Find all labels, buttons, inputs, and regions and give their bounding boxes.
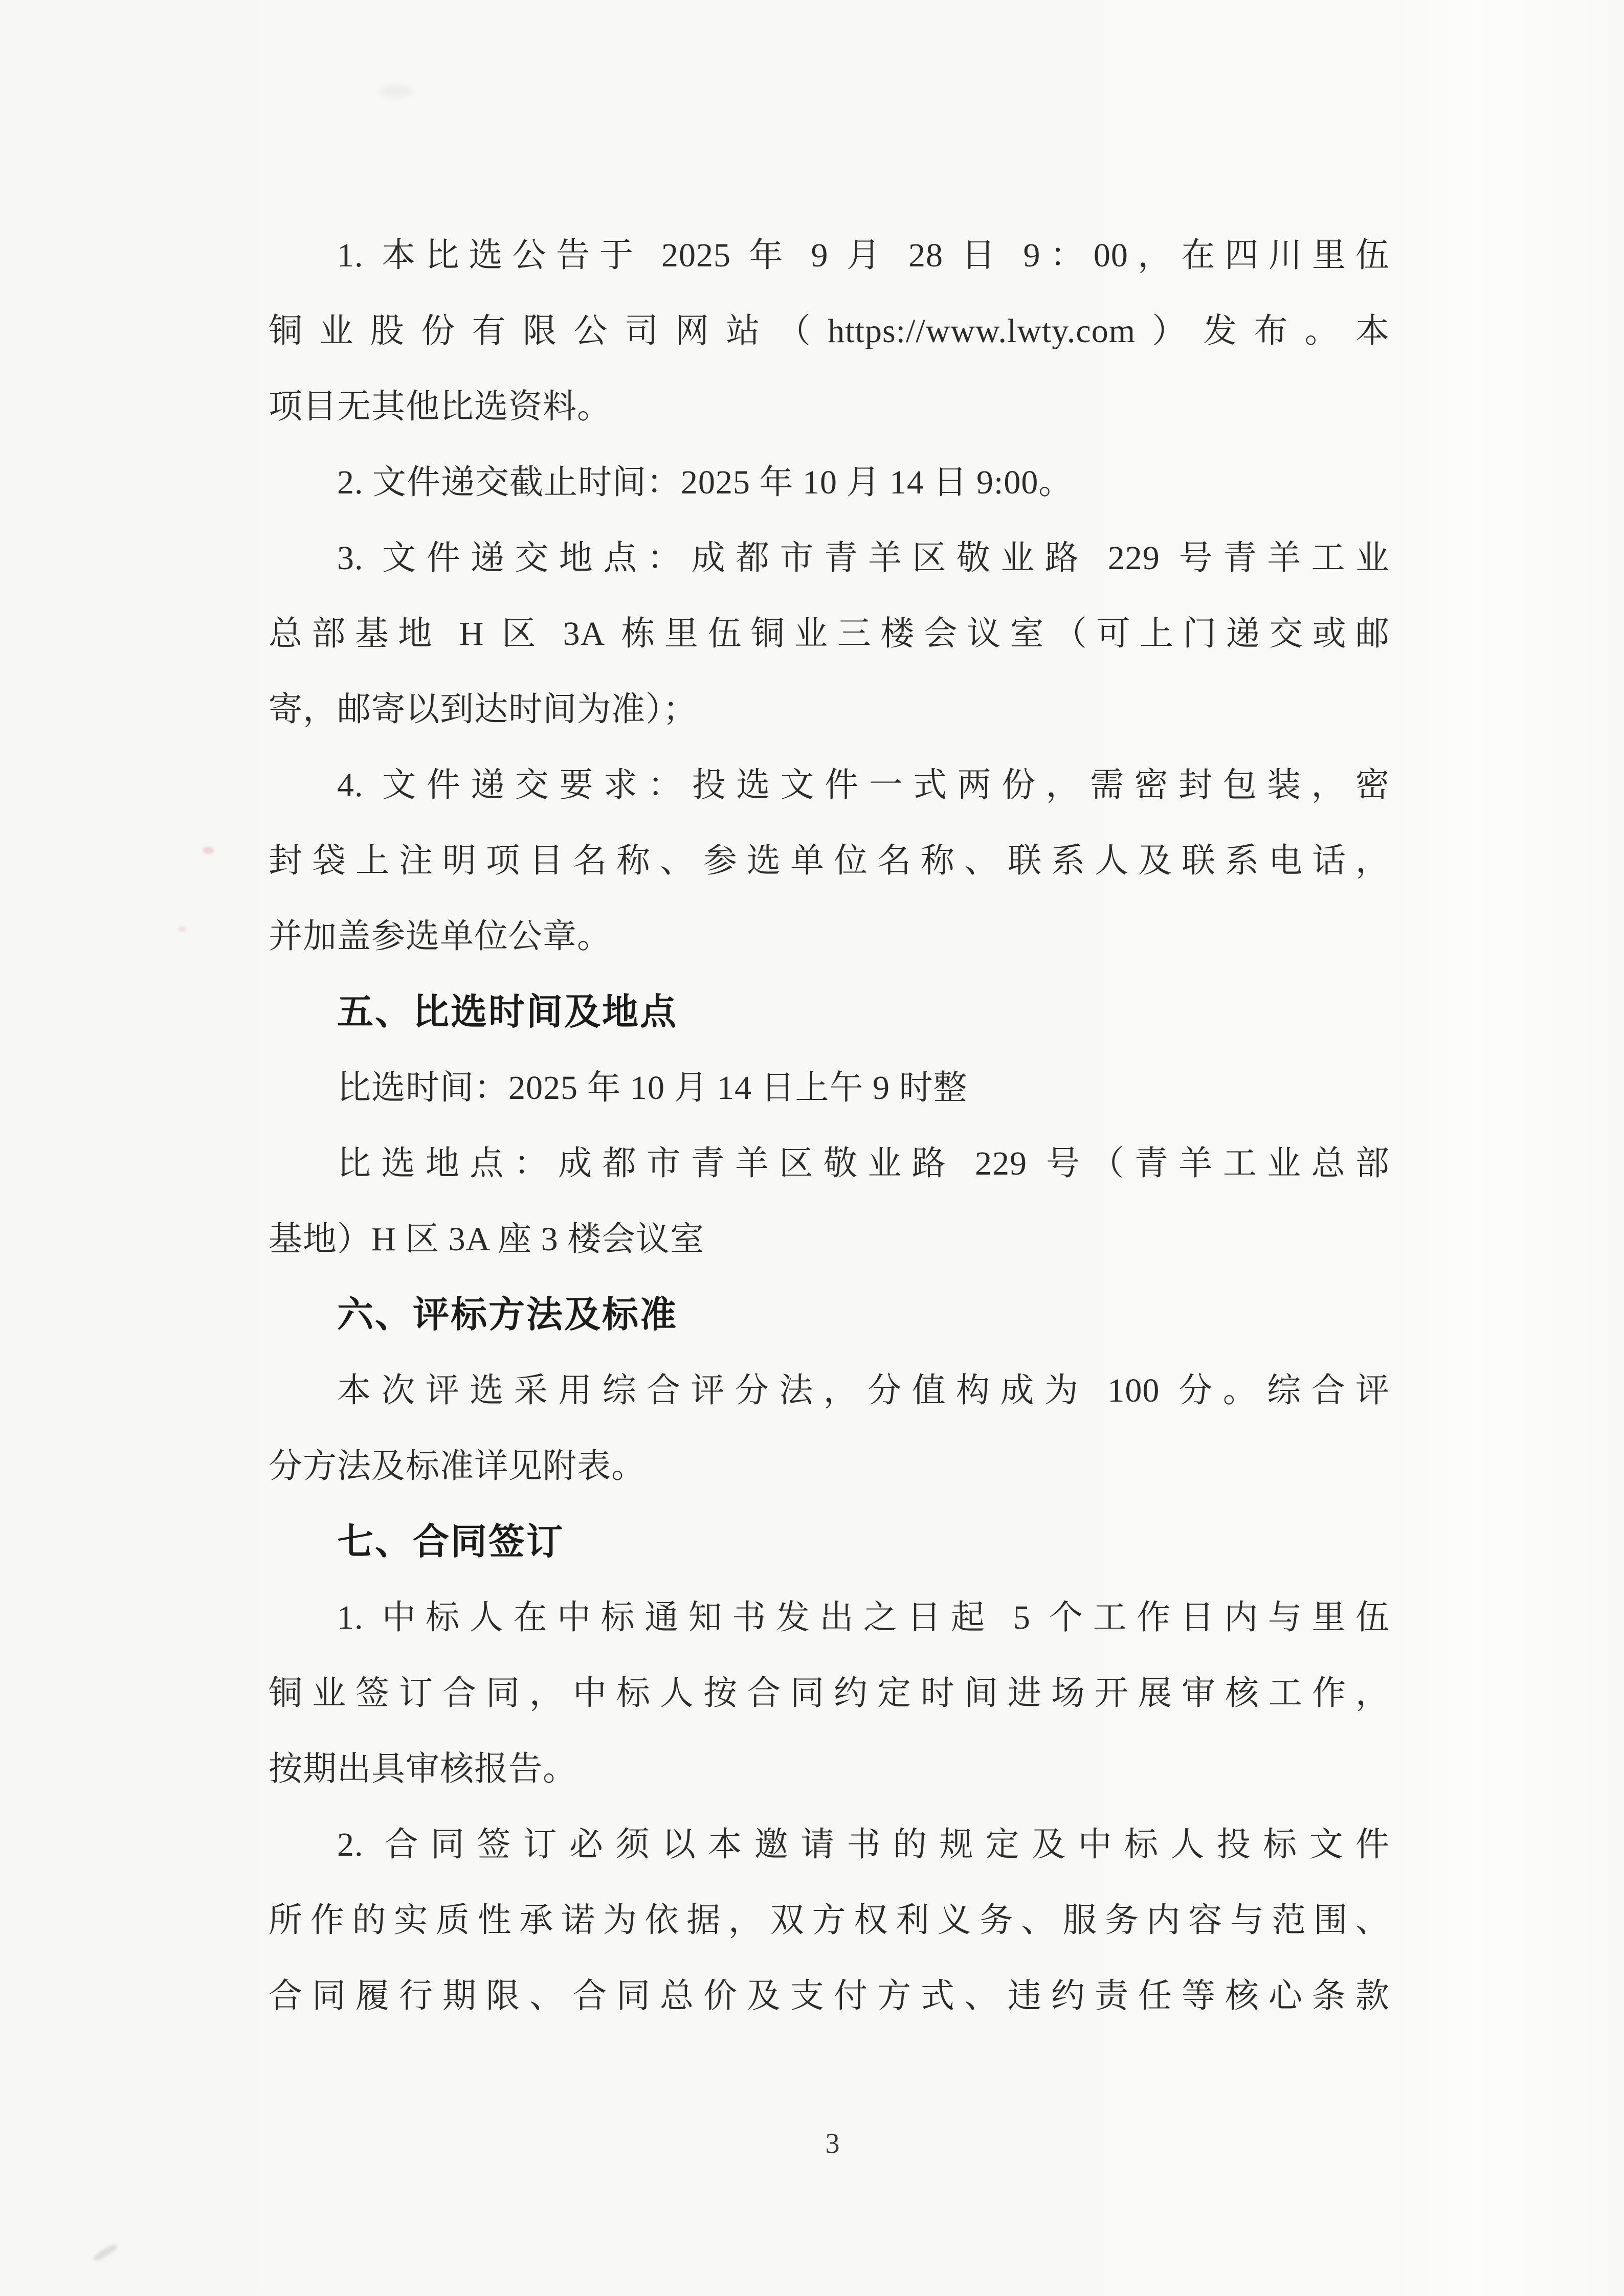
section-heading-7: 七、合同签订	[337, 1522, 565, 1562]
paragraph-line: 所作的实质性承诺为依据，双方权利义务、服务内容与范围、	[269, 1902, 1390, 1939]
scan-artifact	[178, 927, 186, 932]
paragraph-line: 3. 文件递交地点：成都市青羊区敬业路 229 号青羊工业	[337, 539, 1390, 577]
paragraph-line: 2. 文件递交截止时间：2025 年 10 月 14 日 9:00。	[337, 464, 1073, 501]
scan-artifact	[203, 847, 214, 854]
section-heading-6: 六、评标方法及标准	[337, 1295, 678, 1335]
paragraph-line: 封袋上注明项目名称、参选单位名称、联系人及联系电话，	[269, 842, 1390, 880]
paragraph-line: 合同履行期限、合同总价及支付方式、违约责任等核心条款	[269, 1977, 1390, 2015]
paragraph-line: 本次评选采用综合评分法，分值构成为 100 分。综合评	[337, 1372, 1390, 1409]
scan-artifact	[92, 2242, 119, 2262]
scan-artifact	[380, 86, 412, 97]
section-heading-5: 五、比选时间及地点	[337, 992, 678, 1032]
paragraph-line: 比选地点：成都市青羊区敬业路 229 号（青羊工业总部	[337, 1145, 1390, 1182]
paragraph-line: 2. 合同签订必须以本邀请书的规定及中标人投标文件	[337, 1826, 1390, 1863]
paragraph-line: 比选时间：2025 年 10 月 14 日上午 9 时整	[337, 1069, 968, 1107]
paragraph-line: 铜业签订合同，中标人按合同约定时间进场开展审核工作，	[269, 1675, 1390, 1712]
paragraph-line: 并加盖参选单位公章。	[269, 918, 611, 955]
paragraph-line: 基地）H 区 3A 座 3 楼会议室	[269, 1221, 705, 1258]
paragraph-line: 按期出具审核报告。	[269, 1750, 577, 1788]
paragraph-line: 总部基地 H 区 3A 栋里伍铜业三楼会议室（可上门递交或邮	[269, 615, 1390, 652]
paragraph-line: 项目无其他比选资料。	[269, 388, 611, 425]
paragraph-line: 铜业股份有限公司网站（https://www.lwty.com）发布。本	[269, 312, 1390, 350]
paragraph-line: 分方法及标准详见附表。	[269, 1448, 646, 1485]
paragraph-line: 1. 中标人在中标通知书发出之日起 5 个工作日内与里伍	[337, 1599, 1390, 1636]
paragraph-line: 4. 文件递交要求：投选文件一式两份，需密封包装，密	[337, 767, 1390, 804]
paragraph-line: 寄，邮寄以到达时间为准）；	[269, 691, 697, 728]
document-body	[269, 218, 1390, 2034]
page-number: 3	[825, 2128, 840, 2159]
paragraph-line: 1. 本比选公告于 2025 年 9 月 28 日 9：00，在四川里伍	[337, 237, 1390, 274]
